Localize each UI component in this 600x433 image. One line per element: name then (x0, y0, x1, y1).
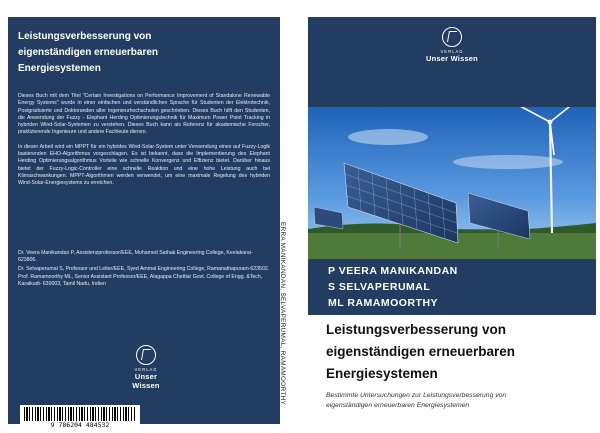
author-bio: Prof. Ramamoorthy ML, Senior Assistant Professor/EEE, Alagappa Chettiar Govt. College of Engg. &Tech, Karaikudi- 630003, Tamil Nadu, Indien (18, 273, 263, 288)
publisher-emblem-icon (136, 345, 156, 365)
barcode-bars (24, 407, 136, 421)
front-header-band (308, 17, 596, 107)
front-title-line: eigenständigen erneuerbaren (326, 344, 516, 359)
front-author: ML RAMAMOORTHY (328, 297, 439, 309)
publisher-verlag: VERLAG (134, 367, 158, 372)
back-title-line: Leistungsverbesserung von (18, 31, 152, 42)
author-bio: Dr. Veera Manikandan P, Assistenzprofessor/EEE, Mohamed Sathak Engineering College, Keelakarai- 623806. (18, 250, 253, 264)
front-title-line: Energiesystemen (326, 366, 438, 381)
front-cover-subtitle (326, 391, 588, 411)
back-title-line: eigenständigen erneuerbaren (18, 47, 159, 58)
publisher-logo (420, 27, 484, 66)
back-cover-blurb (18, 93, 270, 195)
isbn-number: 9 786204 484532 (50, 421, 110, 429)
book-spine (279, 17, 300, 424)
back-title-line: Energiesystemen (18, 63, 101, 74)
publisher-name: Unser Wissen (132, 372, 160, 390)
front-cover-title (326, 319, 586, 385)
front-title-line: Leistungsverbesserung von (326, 322, 507, 337)
front-cover (308, 17, 596, 424)
front-subtitle-line: Bestimmte Untersuchungen zur Leistungsverbesserung von (326, 392, 507, 399)
front-authors-band (308, 259, 596, 315)
back-cover (8, 17, 280, 429)
front-author: S SELVAPERUMAL (328, 281, 431, 293)
author-bios (18, 250, 270, 289)
cover-photo (308, 107, 596, 259)
publisher-name: Unser Wissen (426, 54, 478, 63)
author-bio: Dr. Selvaperumal S, Professor und Leiter/EEE, Syed Ammal Engineering College, Ramanathapuram-623502. (18, 265, 270, 272)
solar-wind-photo-image (308, 107, 596, 259)
blurb-paragraph: Dieses Buch mit dem Titel "Certain Investigations on Performance Improvement of Standalone Renewable Energy Systems" wurde in einer einfachen und verständlichen Sprache für Studenten der Elektrotechnik, Postgraduierte und Doktoranden aller Ingenieurhochschulen geschrieben. Dieses Buch hilft den Studenten, die Anwendung der Fuzzy - Elephant Herding Optimierungstechnik für Maximum Power Point Tracking in hybriden Wind-Solar-Systemen zu verstehen. Dieses Buch kann als Referenz für akademische Forscher, praktizierende Ingenieure und andere Fachleute dienen. (18, 93, 270, 136)
back-cover-title (18, 29, 270, 77)
publisher-emblem-icon (442, 27, 462, 47)
blurb-paragraph: In dieser Arbeit wird ein MPPT für ein hybrides Wind-Solar-System unter Verwendung eines auf Fuzzy-Logik basierenden EHO-Algorithmus vorgeschlagen. Es ist bekannt, dass die Implementierung des Elephant Herding Optimierungsalgorithmus Vorteile wie schnelle Konvergenz und Effizienz bietet. Darüber hinaus bietet der Fuzzy-Logic-Controller eine schnelle Reaktion und eine hohe Leistung auch bei Klimaschwankungen. MPPT-Algorithmen werden verwendet, um eine maximale Regelung des hybriden Wind-Solar-Energiesystems zu erreichen. (18, 143, 270, 187)
isbn-barcode (20, 405, 140, 431)
publisher-logo (126, 345, 166, 393)
publisher-verlag: VERLAG (440, 49, 464, 54)
front-subtitle-line: eigenständigen erneuerbaren Energiesystemen (326, 402, 470, 409)
front-author: P VEERA MANIKANDAN (328, 265, 458, 277)
spine-authors: ERRA MANIKANDAN, SELVAPERUMAL, RAMAMOORTHY (279, 222, 286, 406)
